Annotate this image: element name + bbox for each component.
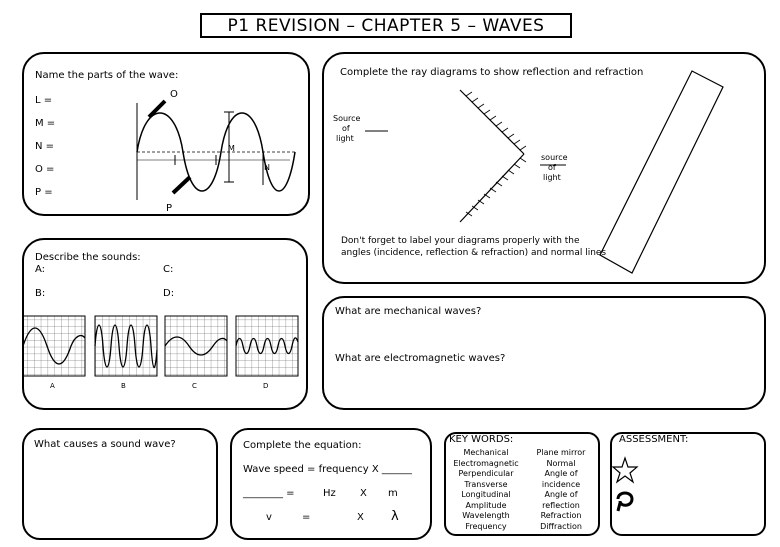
keyword: Refraction bbox=[540, 511, 582, 520]
sound-a-label: A: bbox=[35, 264, 46, 275]
diagram-label-o: O bbox=[170, 89, 178, 100]
sound-wave-prompt: What causes a sound wave? bbox=[34, 439, 176, 450]
equation-line3-c: X bbox=[357, 512, 364, 523]
keyword: Plane mirror bbox=[536, 448, 586, 457]
diagram-label-p: P bbox=[166, 203, 173, 214]
keyword: Longitudinal bbox=[461, 490, 511, 499]
keyword: Mechanical bbox=[463, 448, 509, 457]
keyword: reflection bbox=[542, 500, 580, 510]
equation-prompt: Complete the equation: bbox=[243, 440, 362, 451]
trace-a-screen bbox=[23, 316, 85, 376]
equation-line2-a: ________ = bbox=[243, 488, 295, 499]
equation-line3-a: v bbox=[266, 512, 272, 523]
source2-line3: light bbox=[543, 173, 561, 182]
trace-a-label: A bbox=[50, 382, 55, 390]
equation-line3-d: λ bbox=[391, 509, 399, 524]
keyword: Angle of bbox=[544, 469, 578, 478]
ray-prompt: Complete the ray diagrams to show reflection and refraction bbox=[340, 67, 644, 78]
equation-line2-b: Hz bbox=[323, 488, 336, 499]
assessment-title: ASSESSMENT: bbox=[619, 434, 689, 445]
keywords-col1 bbox=[446, 448, 526, 532]
sound-b-label: B: bbox=[35, 288, 46, 299]
source2-line2: of bbox=[548, 163, 556, 172]
keyword: Diffraction bbox=[540, 521, 582, 531]
keyword: Normal bbox=[546, 458, 576, 468]
keyword: incidence bbox=[541, 479, 581, 489]
trace-d-label: D bbox=[263, 382, 269, 390]
label-o: O = bbox=[35, 164, 55, 175]
keyword: Amplitude bbox=[465, 500, 507, 510]
em-waves-question: What are electromagnetic waves? bbox=[335, 353, 506, 364]
label-l: L = bbox=[35, 95, 53, 106]
keyword: Angle of bbox=[544, 490, 578, 499]
source1-line1: Source bbox=[333, 114, 361, 123]
sound-c-label: C: bbox=[163, 264, 174, 275]
trace-d-screen bbox=[236, 316, 298, 376]
page-title: P1 REVISION – CHAPTER 5 – WAVES bbox=[200, 13, 572, 38]
keywords-title: KEY WORDS: bbox=[449, 434, 514, 445]
keyword: Transverse bbox=[464, 479, 508, 489]
keyword: Perpendicular bbox=[458, 469, 514, 478]
keyword: Frequency bbox=[465, 521, 507, 531]
diagram-label-m: M bbox=[228, 144, 235, 153]
trace-c-label: C bbox=[192, 382, 197, 390]
label-p: P = bbox=[35, 187, 53, 198]
keyword: Electromagnetic bbox=[453, 458, 519, 468]
star-icon bbox=[613, 458, 637, 482]
keywords-col2 bbox=[526, 448, 596, 532]
equation-line1: Wave speed = frequency X ______ bbox=[243, 464, 412, 475]
sound-d-label: D: bbox=[163, 288, 175, 299]
sounds-prompt: Describe the sounds: bbox=[35, 252, 141, 263]
ray-note-line2: angles (incidence, reflection & refraction) and normal lines bbox=[341, 248, 607, 258]
ray-note-line1: Don't forget to label your diagrams properly with the bbox=[341, 236, 580, 246]
diagram-label-n: N bbox=[264, 163, 270, 172]
keyword: Wavelength bbox=[462, 511, 510, 520]
source1-line2: of bbox=[342, 124, 350, 133]
source2-line1: source bbox=[541, 153, 568, 162]
wave-parts-prompt: Name the parts of the wave: bbox=[35, 70, 179, 81]
label-m: M = bbox=[35, 118, 56, 129]
equation-line3-b: = bbox=[302, 512, 311, 523]
equation-line2-d: m bbox=[388, 488, 398, 499]
equation-line2-c: X bbox=[360, 488, 367, 499]
mechanical-waves-question: What are mechanical waves? bbox=[335, 306, 482, 317]
source1-line3: light bbox=[336, 134, 354, 143]
assessment-icons bbox=[612, 455, 652, 525]
trace-b-label: B bbox=[121, 382, 126, 390]
label-n: N = bbox=[35, 141, 55, 152]
trace-c-screen bbox=[165, 316, 227, 376]
